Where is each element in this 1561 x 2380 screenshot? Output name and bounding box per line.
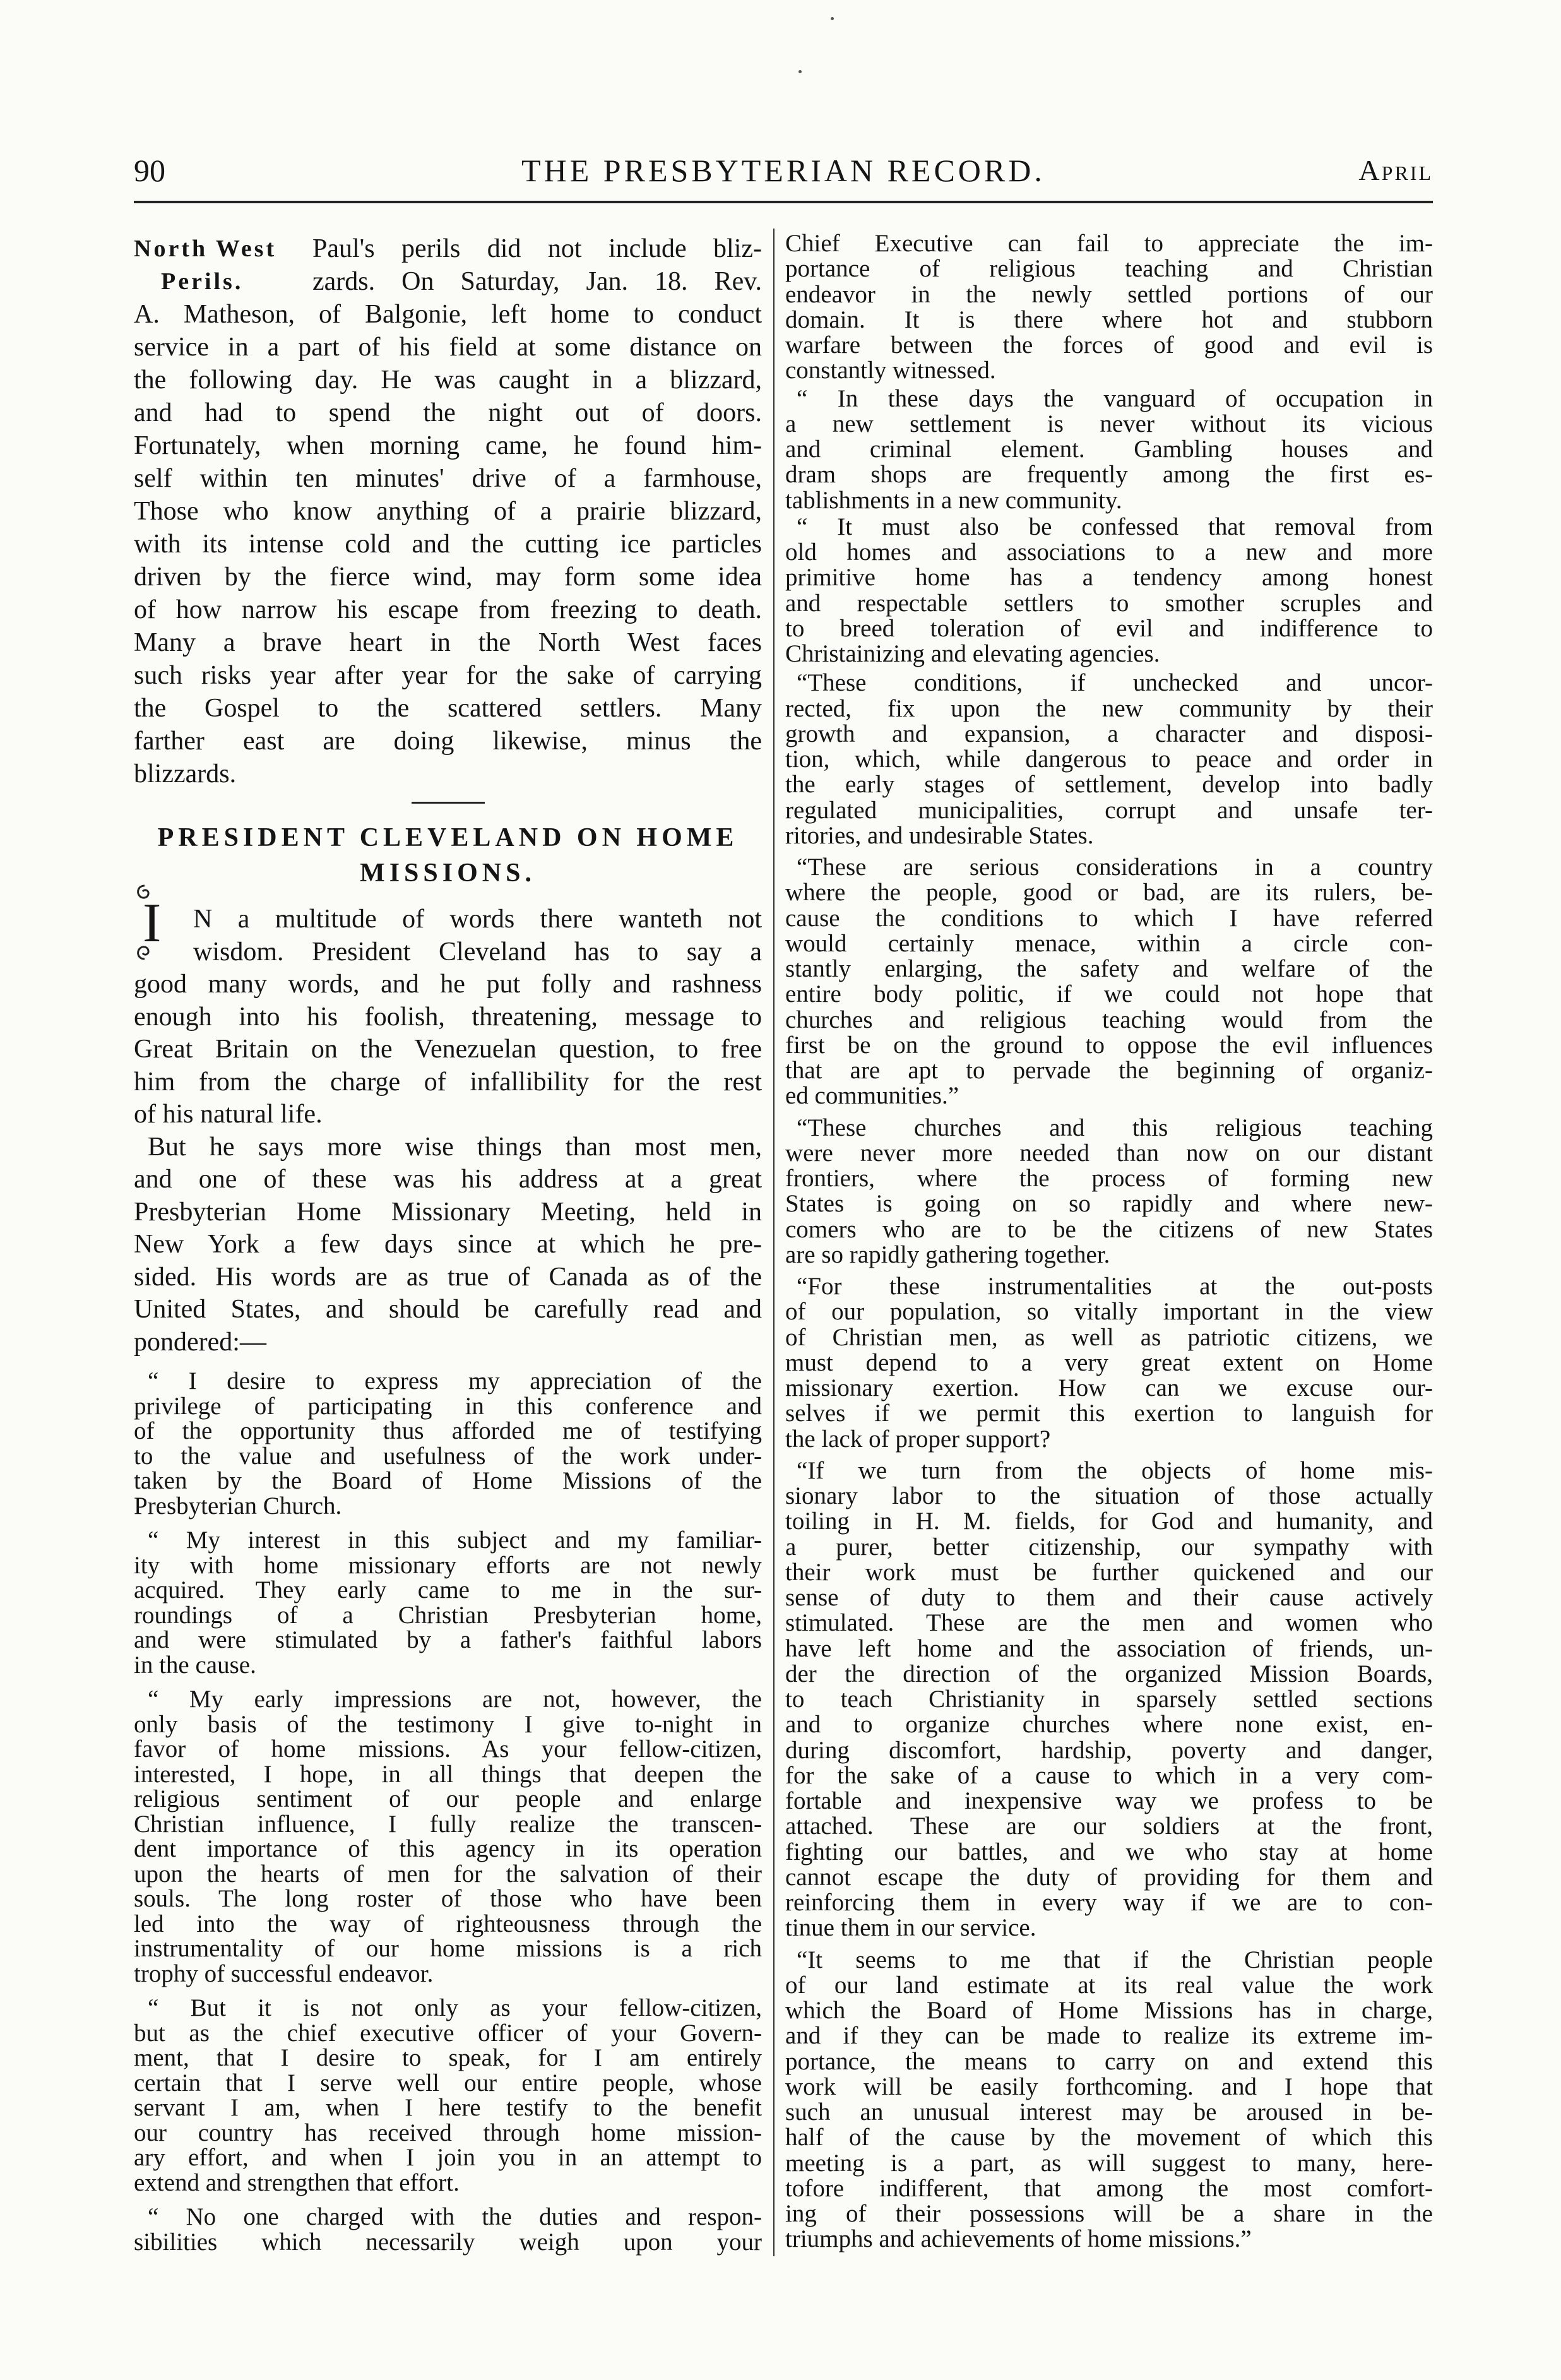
- text-line: cannot escape the duty of providing for them and: [785, 1863, 1433, 1891]
- text-line: our country has received through home mission-: [134, 2119, 762, 2146]
- text-line: pondered:—: [134, 1327, 266, 1357]
- quote-paragraph: [134, 1996, 762, 2195]
- text-line: good many words, and he put folly and rashness: [134, 970, 762, 999]
- text-line: Great Britain on the Venezuelan question, to free: [134, 1035, 762, 1064]
- text-line: N a multitude of words there wanteth not: [193, 905, 762, 934]
- quote-paragraph: [134, 2204, 762, 2254]
- page-number: 90: [134, 153, 165, 188]
- text-line: and respectable settlers to smother scruples and: [785, 589, 1433, 617]
- paragraph: [134, 232, 762, 790]
- text-line: “If we turn from the objects of home mis-: [797, 1456, 1433, 1484]
- text-line: certain that I serve well our entire people, whose: [134, 2069, 762, 2097]
- publication-title: THE PRESBYTERIAN RECORD.: [521, 153, 1045, 188]
- text-line: and one of these was his address at a great: [134, 1165, 762, 1194]
- text-line: and to organize churches where none exist, en-: [785, 1711, 1433, 1739]
- text-line: that are apt to pervade the beginning of organiz-: [785, 1057, 1433, 1084]
- text-line: “For these instrumentalities at the out-posts: [797, 1273, 1433, 1300]
- text-line: and if they can be made to realize its extreme im-: [785, 2022, 1433, 2050]
- address-quotes: [134, 1369, 762, 2254]
- text-line: and had to spend the night out of doors.: [134, 398, 762, 427]
- north-west-item: [134, 232, 762, 790]
- text-line: sionary labor to the situation of those actually: [785, 1482, 1433, 1509]
- section-divider: [412, 802, 485, 804]
- text-line: sense of duty to them and their cause actively: [785, 1584, 1433, 1611]
- text-line: tion, which, while dangerous to peace and order in: [785, 746, 1433, 773]
- text-line: such risks year after year for the sake of carrying: [134, 661, 762, 690]
- text-line: Fortunately, when morning came, he found him-: [134, 431, 762, 460]
- text-line: during discomfort, hardship, poverty and danger,: [785, 1736, 1433, 1764]
- quote-paragraph: [785, 515, 1433, 667]
- text-line: service in a part of his field at some distance on: [134, 333, 762, 362]
- text-line: upon the hearts of men for the salvation of their: [134, 1860, 762, 1888]
- text-line: fighting our battles, and we who stay at home: [785, 1838, 1433, 1865]
- text-line: acquired. They early came to me in the sur-: [134, 1576, 762, 1604]
- text-line: ary effort, and when I join you in an attempt to: [134, 2144, 762, 2171]
- text-line: led into the way of righteousness through the: [134, 1910, 762, 1937]
- text-line: Christainizing and elevating agencies.: [785, 640, 1160, 667]
- text-line: of the opportunity thus afforded me of testifying: [134, 1417, 762, 1444]
- quote-paragraph: [134, 1687, 762, 1986]
- text-line: “ My interest in this subject and my familiar-: [148, 1526, 762, 1554]
- text-line: religious sentiment of our people and enlarge: [134, 1785, 762, 1812]
- text-line: instrumentality of our home missions is a rich: [134, 1935, 762, 1962]
- text-line: of his natural life.: [134, 1100, 323, 1129]
- text-line: ing of their possessions will be a share in the: [785, 2200, 1433, 2227]
- text-line: half of the cause by the movement of which this: [785, 2124, 1433, 2151]
- text-line: growth and expansion, a character and disposi-: [785, 720, 1433, 747]
- side-heading: [134, 232, 276, 298]
- text-line: frontiers, where the process of forming new: [785, 1165, 1433, 1192]
- text-line: the early stages of settlement, develop into badly: [785, 771, 1433, 799]
- text-line: regulated municipalities, corrupt and unsafe ter-: [785, 796, 1433, 824]
- text-line: portance, the means to carry on and extend this: [785, 2047, 1433, 2075]
- text-line: States is going on so rapidly and where new-: [785, 1190, 1433, 1218]
- text-line: “ It must also be confessed that removal from: [797, 513, 1433, 540]
- text-line: Chief Executive can fail to appreciate the im-: [785, 230, 1433, 257]
- text-line: churches and religious teaching would from the: [785, 1006, 1433, 1033]
- text-line: were never more needed than now on our distant: [785, 1139, 1433, 1167]
- article-title-line: MISSIONS.: [360, 859, 536, 888]
- text-line: ment, that I desire to speak, for I am entirely: [134, 2044, 762, 2071]
- text-line: attached. These are our soldiers at the front,: [785, 1812, 1433, 1840]
- text-line: in the cause.: [134, 1651, 256, 1679]
- text-line: tofore indifferent, that among the most comfort-: [785, 2174, 1433, 2202]
- text-line: are so rapidly gathering together.: [785, 1241, 1110, 1268]
- text-line: comers who are to be the citizens of new States: [785, 1215, 1433, 1243]
- drop-cap-ornament: [134, 940, 155, 961]
- text-line: “These churches and this religious teaching: [797, 1114, 1433, 1141]
- text-line: a purer, better citizenship, our sympathy with: [785, 1533, 1433, 1561]
- text-line: United States, and should be carefully read and: [134, 1295, 762, 1324]
- text-line: of Christian men, as well as patriotic citizens, we: [785, 1323, 1433, 1351]
- quote-paragraph: [785, 1948, 1433, 2252]
- text-line: taken by the Board of Home Missions of the: [134, 1467, 762, 1494]
- text-line: favor of home missions. As your fellow-citizen,: [134, 1735, 762, 1763]
- issue-month: April: [1358, 154, 1433, 186]
- text-line: reinforcing them in every way if we are to con-: [785, 1889, 1433, 1916]
- text-line: missionary exertion. How can we excuse our-: [785, 1374, 1433, 1401]
- text-line: and criminal element. Gambling houses and: [785, 436, 1433, 463]
- quote-paragraph: [785, 386, 1433, 513]
- text-line: extend and strengthen that effort.: [134, 2169, 460, 2196]
- quote-paragraph: [134, 1369, 762, 1518]
- text-line: their work must be further quickened and our: [785, 1558, 1433, 1586]
- left-column: [134, 232, 762, 2254]
- text-line: blizzards.: [134, 759, 237, 788]
- text-line: constantly witnessed.: [785, 357, 996, 384]
- quote-paragraph: [134, 1528, 762, 1677]
- text-line: to breed toleration of evil and indifference to: [785, 614, 1433, 642]
- text-line: New York a few days since at which he pre-: [134, 1230, 762, 1259]
- text-line: toiling in H. M. fields, for God and humanity, and: [785, 1508, 1433, 1535]
- header-rule: [134, 201, 1433, 203]
- text-line: tinue them in our service.: [785, 1914, 1036, 1942]
- drop-cap: I: [143, 893, 162, 954]
- quote-paragraph: [785, 855, 1433, 1109]
- quote-paragraph: [785, 1458, 1433, 1941]
- text-line: sided. His words are as true of Canada as of the: [134, 1262, 762, 1292]
- text-line: a new settlement is never without its vicious: [785, 410, 1433, 437]
- text-line: roundings of a Christian Presbyterian home,: [134, 1601, 762, 1629]
- text-line: work will be easily forthcoming. and I hope that: [785, 2073, 1433, 2100]
- text-line: only basis of the testimony I give to-night in: [134, 1710, 762, 1738]
- text-line: souls. The long roster of those who have been: [134, 1885, 762, 1912]
- text-line: farther east are doing likewise, minus the: [134, 727, 762, 756]
- text-line: which the Board of Home Missions has in charge,: [785, 1997, 1433, 2024]
- text-line: Those who know anything of a prairie blizzard,: [134, 497, 762, 526]
- print-speck: [831, 17, 834, 20]
- text-line: “ I desire to express my appreciation of the: [148, 1367, 762, 1395]
- quote-paragraph: [785, 670, 1433, 848]
- text-line: “ No one charged with the duties and respon-: [148, 2203, 762, 2230]
- text-line: privilege of participating in this conference and: [134, 1392, 762, 1420]
- text-line: him from the charge of infallibility for the rest: [134, 1067, 762, 1097]
- text-line: triumphs and achievements of home missions.”: [785, 2225, 1252, 2253]
- text-line: Paul's perils did not include bliz-: [312, 234, 762, 263]
- text-line: “ But it is not only as your fellow-citizen,: [148, 1994, 762, 2021]
- text-line: sibilities which necessarily weigh upon your: [134, 2228, 762, 2256]
- text-line: must depend to a very great extent on Home: [785, 1348, 1433, 1376]
- paragraph: [134, 903, 762, 1131]
- text-line: and were stimulated by a father's faithful labors: [134, 1626, 762, 1653]
- text-line: but as the chief executive officer of your Govern-: [134, 2019, 762, 2047]
- right-column: [785, 231, 1433, 2252]
- text-line: where the people, good or bad, are its rulers, be-: [785, 879, 1433, 907]
- text-line: ritories, and undesirable States.: [785, 821, 1094, 849]
- side-heading-line: North West: [134, 235, 277, 262]
- text-line: Presbyterian Church.: [134, 1492, 342, 1520]
- text-line: of our population, so vitally important in the view: [785, 1298, 1433, 1326]
- text-line: have left home and the association of friends, un-: [785, 1634, 1433, 1662]
- text-line: Presbyterian Home Missionary Meeting, held in: [134, 1197, 762, 1227]
- text-line: stimulated. These are the men and women who: [785, 1609, 1433, 1637]
- text-line: endeavor in the newly settled portions of our: [785, 280, 1433, 308]
- text-line: for the sake of a cause to which in a very com-: [785, 1761, 1433, 1789]
- text-line: “These are serious considerations in a country: [797, 854, 1433, 881]
- text-line: “These conditions, if unchecked and uncor-: [797, 669, 1433, 697]
- text-line: portance of religious teaching and Christian: [785, 255, 1433, 283]
- text-line: “ My early impressions are not, however, the: [148, 1686, 762, 1713]
- text-line: der the direction of the organized Mission Boards,: [785, 1660, 1433, 1687]
- text-line: to the value and usefulness of the work under-: [134, 1442, 762, 1470]
- text-line: such an unusual interest may be aroused in be-: [785, 2098, 1433, 2126]
- text-line: primitive home has a tendency among honest: [785, 564, 1433, 592]
- text-line: meeting is a part, as will suggest to many, here-: [785, 2149, 1433, 2177]
- text-line: with its intense cold and the cutting ice particles: [134, 530, 762, 559]
- quote-paragraph: [785, 1116, 1433, 1268]
- text-line: “ In these days the vanguard of occupation in: [797, 384, 1433, 412]
- intro-paragraph: [134, 893, 762, 1131]
- text-line: driven by the fierce wind, may form some idea: [134, 562, 762, 592]
- text-line: the following day. He was caught in a blizzard,: [134, 366, 762, 395]
- article-title-line: PRESIDENT CLEVELAND ON HOME: [157, 823, 739, 852]
- text-line: of how narrow his escape from freezing to death.: [134, 595, 762, 624]
- text-line: would certainly menace, within a circle con-: [785, 929, 1433, 957]
- text-line: wisdom. President Cleveland has to say a: [193, 937, 762, 967]
- text-line: dent importance of this agency in its operation: [134, 1835, 762, 1862]
- text-line: fortable and inexpensive way we profess to be: [785, 1787, 1433, 1814]
- text-line: to teach Christianity in sparsely settled sections: [785, 1686, 1433, 1713]
- text-line: ity with home missionary efforts are not newly: [134, 1551, 762, 1579]
- text-line: servant I am, when I here testify to the benefit: [134, 2094, 762, 2121]
- text-line: But he says more wise things than most men,: [148, 1132, 762, 1162]
- text-line: the Gospel to the scattered settlers. Many: [134, 694, 762, 723]
- text-line: of our land estimate at its real value the work: [785, 1971, 1433, 1999]
- print-speck: [798, 70, 802, 73]
- text-line: warfare between the forces of good and evil is: [785, 331, 1433, 359]
- text-line: Christian influence, I fully realize the transcen-: [134, 1810, 762, 1838]
- text-line: the lack of proper support?: [785, 1425, 1051, 1453]
- text-line: ed communities.”: [785, 1082, 959, 1110]
- text-line: “It seems to me that if the Christian people: [797, 1946, 1433, 1973]
- text-line: trophy of successful endeavor.: [134, 1960, 434, 1987]
- text-line: self within ten minutes' drive of a farmhouse,: [134, 464, 762, 493]
- text-line: old homes and associations to a new and more: [785, 538, 1433, 566]
- text-line: enough into his foolish, threatening, message to: [134, 1002, 762, 1032]
- quote-paragraph: [785, 231, 1433, 384]
- side-heading-line: Perils.: [161, 268, 244, 295]
- text-line: stantly enlarging, the safety and welfare of the: [785, 955, 1433, 982]
- text-line: first be on the ground to oppose the evil influences: [785, 1031, 1433, 1059]
- commentary-paragraph: [134, 1131, 762, 1359]
- text-line: dram shops are frequently among the first es-: [785, 461, 1433, 489]
- text-line: Many a brave heart in the North West faces: [134, 628, 762, 657]
- text-line: rected, fix upon the new community by their: [785, 694, 1433, 722]
- text-line: entire body politic, if we could not hope that: [785, 980, 1433, 1008]
- page-header: [134, 150, 1433, 191]
- quote-paragraph: [785, 1274, 1433, 1452]
- text-line: domain. It is there where hot and stubborn: [785, 306, 1433, 333]
- text-line: cause the conditions to which I have referred: [785, 904, 1433, 932]
- text-line: selves if we permit this exertion to languish for: [785, 1400, 1433, 1427]
- text-line: zards. On Saturday, Jan. 18. Rev.: [312, 267, 762, 296]
- column-divider: [773, 229, 775, 2256]
- text-line: A. Matheson, of Balgonie, left home to conduct: [134, 300, 762, 329]
- article-title: [134, 820, 762, 891]
- text-line: interested, I hope, in all things that deepen the: [134, 1760, 762, 1788]
- text-line: tablishments in a new community.: [785, 486, 1122, 514]
